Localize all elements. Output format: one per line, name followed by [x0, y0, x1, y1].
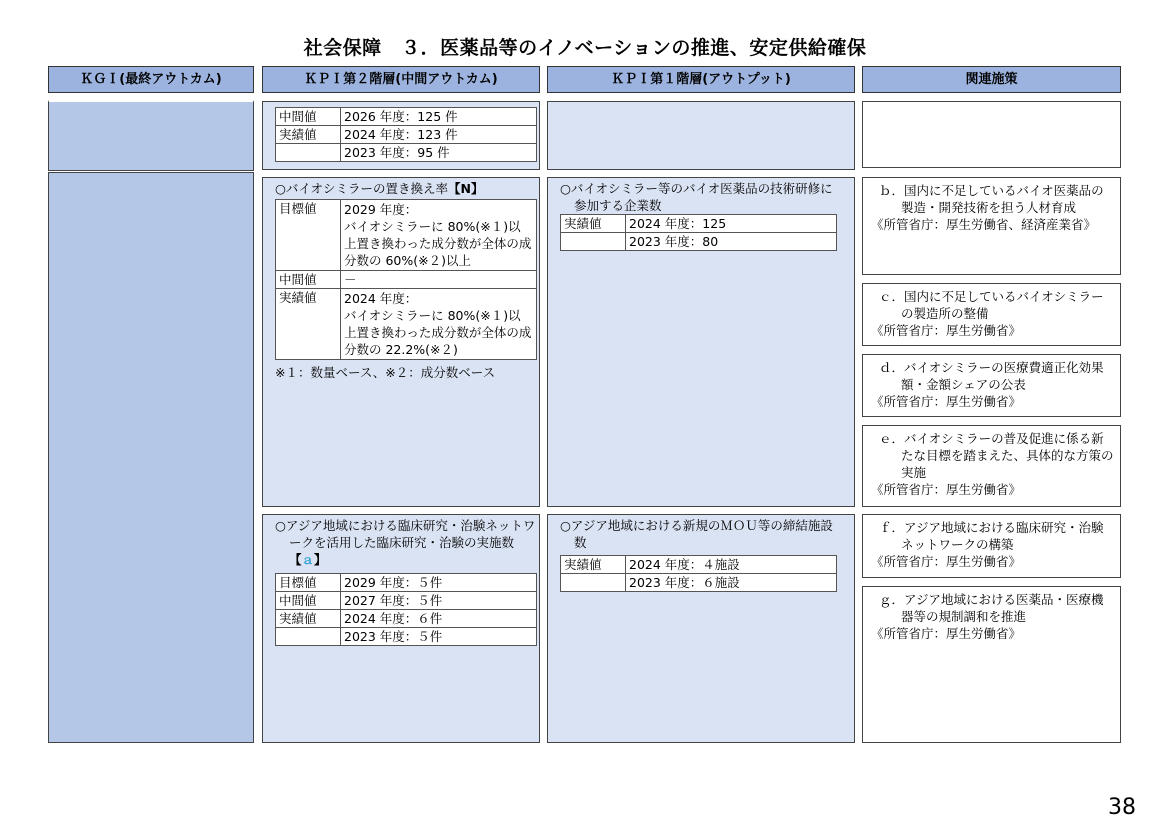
table-value: 2027 年度：５件: [341, 592, 537, 610]
table-value: 2023 年度：５件: [341, 628, 537, 646]
measure-agency: 《所管省庁：厚生労働省》: [871, 323, 1022, 338]
header-kpi1: ＫＰＩ第１階層(アウトプット): [547, 66, 855, 93]
table-key: 目標値: [276, 574, 341, 592]
table-row: [276, 628, 537, 646]
kpi-tag-open: 【: [289, 552, 302, 567]
kgi-panel-top: [48, 100, 254, 171]
table-key: 実績値: [276, 289, 341, 360]
measure-b: [862, 177, 1121, 275]
measure-agency: 《所管省庁：厚生労働省》: [871, 554, 1022, 569]
table-key: 中間値: [276, 271, 341, 289]
measure-label: ｇ．アジア地域における医薬品・医療機器等の規制調和を推進: [879, 592, 1104, 624]
table-key: 実績値: [561, 215, 626, 233]
table-row: [276, 289, 537, 360]
row1-kpi2-panel: [262, 101, 540, 170]
table-key: [561, 233, 626, 251]
row2-kpi1-panel: [547, 177, 855, 507]
header-kpi2: ＫＰＩ第２階層(中間アウトカム): [262, 66, 540, 93]
table-row: [561, 233, 837, 251]
measure-label: ｅ．バイオシミラーの普及促進に係る新たな目標を踏まえた、具体的な方策の実施: [879, 431, 1114, 480]
measure-label: ｄ．バイオシミラーの医療費適正化効果額・金額シェアの公表: [879, 360, 1104, 392]
table-key: 中間値: [276, 108, 341, 126]
table-value: 2024 年度： バイオシミラーに 80%(※１)以上置き換わった成分数が全体の成分数の 22.2%(※２): [341, 289, 537, 360]
table-row: [276, 271, 537, 289]
measure-f: [862, 514, 1121, 578]
table-row: [276, 574, 537, 592]
table-value: 2024 年度：125: [626, 215, 837, 233]
table-value: 2024 年度：４施設: [626, 556, 837, 574]
table-value: 2023 年度：80: [626, 233, 837, 251]
row1-measures-panel: [862, 101, 1121, 168]
row2-kpi1-title: ○バイオシミラー等のバイオ医薬品の技術研修に参加する企業数: [560, 181, 833, 213]
table-value: 2023 年度：６施設: [626, 574, 837, 592]
kpi-tag-letter: ａ: [301, 552, 315, 567]
table-row: [561, 556, 837, 574]
row1-kpi1-panel: [547, 101, 855, 170]
table-key: [276, 628, 341, 646]
table-key: [276, 144, 341, 162]
table-value: 2029 年度：５件: [341, 574, 537, 592]
table-row: [561, 215, 837, 233]
kpi-title-text: ○バイオシミラーの置き換え率: [275, 181, 449, 196]
table-key: 実績値: [561, 556, 626, 574]
table-value: 2024 年度：123 件: [341, 126, 537, 144]
row3-kpi1-title: ○アジア地域における新規のＭＯＵ等の締結施設数: [560, 518, 833, 550]
measure-label: ｆ．アジア地域における臨床研究・治験ネットワークの構築: [879, 520, 1104, 552]
table-row: [276, 126, 537, 144]
row1-kpi2-table: [275, 107, 537, 162]
measure-agency: 《所管省庁：厚生労働省》: [871, 394, 1022, 409]
row2-kpi2-note: ※１：数量ベース、※２：成分数ベース: [275, 365, 496, 380]
table-value: －: [341, 271, 537, 289]
table-row: [276, 592, 537, 610]
table-key: 実績値: [276, 126, 341, 144]
measure-d: [862, 354, 1121, 417]
table-row: [561, 574, 837, 592]
kpi-tag: 【N】: [448, 181, 484, 196]
table-key: 中間値: [276, 592, 341, 610]
row2-kpi2-panel: [262, 177, 540, 507]
kpi-title-text: ○アジア地域における臨床研究・治験ネットワークを活用した臨床研究・治験の実施数: [275, 518, 536, 550]
table-key: 実績値: [276, 610, 341, 628]
kgi-panel-main: [48, 172, 254, 743]
table-value: 2029 年度： バイオシミラーに 80%(※１)以上置き換わった成分数が全体の成分数の 60%(※２)以上: [341, 200, 537, 271]
table-value: 2023 年度：95 件: [341, 144, 537, 162]
table-value: 2026 年度：125 件: [341, 108, 537, 126]
kpi-tag-close: 】: [314, 552, 327, 567]
measure-label: ｃ．国内に不足しているバイオシミラーの製造所の整備: [879, 289, 1104, 321]
row3-kpi1-table: [560, 555, 837, 592]
table-row: [276, 200, 537, 271]
measure-agency: 《所管省庁：厚生労働省、経済産業省》: [871, 217, 1097, 232]
row3-kpi2-table: [275, 573, 537, 646]
row3-kpi2-title: [275, 517, 537, 568]
row2-kpi1-table: [560, 214, 837, 251]
table-key: 目標値: [276, 200, 341, 271]
measure-e: [862, 425, 1121, 507]
page-number: 38: [1108, 795, 1136, 820]
row3-kpi1-panel: [547, 514, 855, 743]
row2-kpi2-title: [275, 180, 537, 197]
table-row: [276, 610, 537, 628]
table-value: 2024 年度：６件: [341, 610, 537, 628]
header-measures: 関連施策: [862, 66, 1121, 93]
row3-kpi2-panel: [262, 514, 540, 743]
table-row: [276, 108, 537, 126]
row2-kpi2-table: [275, 199, 537, 360]
page-title: 社会保障 ３．医薬品等のイノベーションの推進、安定供給確保: [303, 37, 867, 59]
table-row: [276, 144, 537, 162]
table-key: [561, 574, 626, 592]
measure-g: [862, 586, 1121, 743]
measure-label: ｂ．国内に不足しているバイオ医薬品の製造・開発技術を担う人材育成: [879, 183, 1104, 215]
header-kgi: ＫＧＩ(最終アウトカム): [48, 66, 254, 93]
measure-agency: 《所管省庁：厚生労働省》: [871, 626, 1022, 641]
measure-agency: 《所管省庁：厚生労働省》: [871, 482, 1022, 497]
measure-c: [862, 283, 1121, 346]
